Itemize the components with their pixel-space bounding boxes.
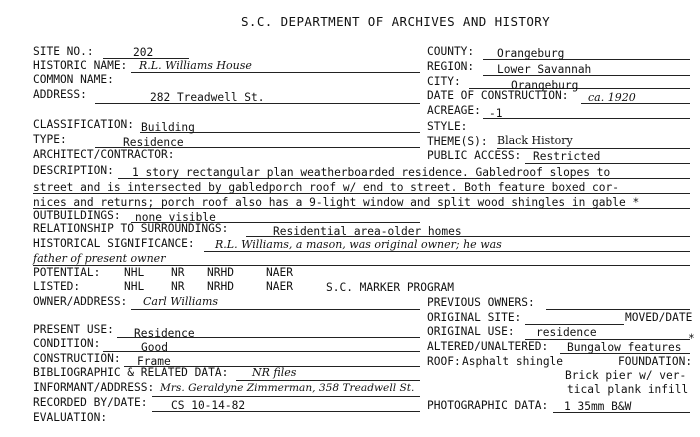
historic-name-label: HISTORIC NAME: <box>33 59 128 72</box>
style-label: STYLE: <box>427 120 468 133</box>
original-use-label: ORIGINAL USE: <box>427 325 515 338</box>
listed-label: LISTED: <box>33 280 81 293</box>
owner-line <box>131 309 420 310</box>
acreage-line <box>483 118 690 119</box>
informant-line <box>152 396 420 397</box>
owner-value: Carl Williams <box>143 295 219 308</box>
public-access-label: PUBLIC ACCESS: <box>427 149 522 162</box>
condition-value: Good <box>141 341 168 354</box>
site-no-value: 202 <box>133 46 154 59</box>
potential-label: POTENTIAL: <box>33 266 101 279</box>
bibliographic-value: NR files <box>252 366 297 379</box>
significance-label: HISTORICAL SIGNIFICANCE: <box>33 237 195 250</box>
city-label: CITY: <box>427 75 461 88</box>
outbuildings-label: OUTBUILDINGS: <box>33 209 121 222</box>
relationship-value: Residential area-older homes <box>273 225 462 238</box>
common-name-label: COMMON NAME: <box>33 73 114 86</box>
photographic-data-value: 1 35mm B&W <box>564 400 632 413</box>
date-label: DATE OF CONSTRUCTION: <box>427 89 569 102</box>
potential-nr: NR <box>171 266 185 279</box>
description-line-3: nices and returns; porch roof also has a 9-light window and split wood shingles in gable * <box>33 196 640 209</box>
page-title: S.C. DEPARTMENT OF ARCHIVES AND HISTORY <box>241 14 551 29</box>
potential-nhl: NHL <box>124 266 145 279</box>
original-site-line <box>525 324 624 325</box>
original-site-label: ORIGINAL SITE: <box>427 311 522 324</box>
significance-line-2: father of present owner <box>33 252 166 265</box>
county-value: Orangeburg <box>497 47 565 60</box>
moved-date-label: MOVED/DATE <box>625 311 693 324</box>
bibliographic-label: BIBLIOGRAPHIC & RELATED DATA: <box>33 366 229 379</box>
address-label: ADDRESS: <box>33 88 87 101</box>
owner-label: OWNER/ADDRESS: <box>33 295 128 308</box>
marker-program: S.C. MARKER PROGRAM <box>326 281 454 294</box>
informant-label: INFORMANT/ADDRESS: <box>33 381 155 394</box>
acreage-value: -1 <box>489 107 503 120</box>
altered-value: Bungalow features <box>567 341 682 354</box>
construction-label: CONSTRUCTION: <box>33 352 121 365</box>
potential-nrhd: NRHD <box>207 266 234 279</box>
date-value: ca. 1920 <box>588 91 636 104</box>
city-value: Orangeburg <box>511 79 579 92</box>
roof-label: ROOF: <box>427 355 461 368</box>
historic-name-line <box>131 72 420 73</box>
listed-naer: NAER <box>266 280 293 293</box>
previous-owners-line <box>546 309 690 310</box>
informant-value: Mrs. Geraldyne Zimmerman, 358 Treadwell St. <box>160 382 415 394</box>
foundation-label: FOUNDATION: <box>618 355 693 368</box>
listed-nhl: NHL <box>124 280 145 293</box>
region-label: REGION: <box>427 60 475 73</box>
significance-line-1: R.L. Williams, a mason, was original owner; he was <box>215 238 502 251</box>
architect-label: ARCHITECT/CONTRACTOR: <box>33 148 175 161</box>
region-value: Lower Savannah <box>497 63 592 76</box>
type-value: Residence <box>123 136 184 149</box>
recorded-label: RECORDED BY/DATE: <box>33 396 148 409</box>
acreage-label: ACREAGE: <box>427 104 481 117</box>
relationship-label: RELATIONSHIP TO SURROUNDINGS: <box>33 222 229 235</box>
original-use-value: residence <box>536 326 597 339</box>
listed-nrhd: NRHD <box>207 280 234 293</box>
present-use-label: PRESENT USE: <box>33 323 114 336</box>
theme-label: THEME(S): <box>427 135 488 148</box>
historic-name-value: R.L. Williams House <box>139 59 252 72</box>
theme-value: Black History <box>497 134 573 147</box>
previous-owners-label: PREVIOUS OWNERS: <box>427 296 535 309</box>
public-access-value: Restricted <box>533 150 601 163</box>
foundation-line-2: tical plank infill <box>567 383 689 396</box>
theme-line <box>497 148 690 149</box>
photographic-data-label: PHOTOGRAPHIC DATA: <box>427 399 549 412</box>
original-use-line <box>525 339 690 340</box>
significance-line-1-rule <box>204 251 690 252</box>
outbuildings-value: none visible <box>135 211 216 224</box>
roof-value: Asphalt shingle <box>462 355 564 368</box>
present-use-value: Residence <box>134 327 195 340</box>
listed-nr: NR <box>171 280 185 293</box>
foundation-line-1: Brick pier w/ ver- <box>565 369 687 382</box>
bibliographic-line <box>236 380 420 381</box>
type-label: TYPE: <box>33 133 67 146</box>
classification-value: Building <box>141 121 195 134</box>
altered-asterisk: * <box>688 332 695 345</box>
address-value: 282 Treadwell St. <box>150 91 265 104</box>
condition-label: CONDITION: <box>33 337 101 350</box>
classification-label: CLASSIFICATION: <box>33 118 135 131</box>
description-label: DESCRIPTION: <box>33 164 114 177</box>
public-access-line <box>525 163 690 164</box>
recorded-value: CS 10-14-82 <box>171 399 246 412</box>
description-line-2: street and is intersected by gabledporch roof w/ end to street. Both feature boxed cor- <box>33 181 619 194</box>
construction-value: Frame <box>137 355 171 368</box>
description-line-1: 1 story rectangular plan weatherboarded residence. Gabledroof slopes to <box>132 166 611 179</box>
altered-label: ALTERED/UNALTERED: <box>427 340 549 353</box>
evaluation-label: EVALUATION: <box>33 411 108 424</box>
county-label: COUNTY: <box>427 45 475 58</box>
potential-naer: NAER <box>266 266 293 279</box>
site-no-label: SITE NO.: <box>33 45 94 58</box>
